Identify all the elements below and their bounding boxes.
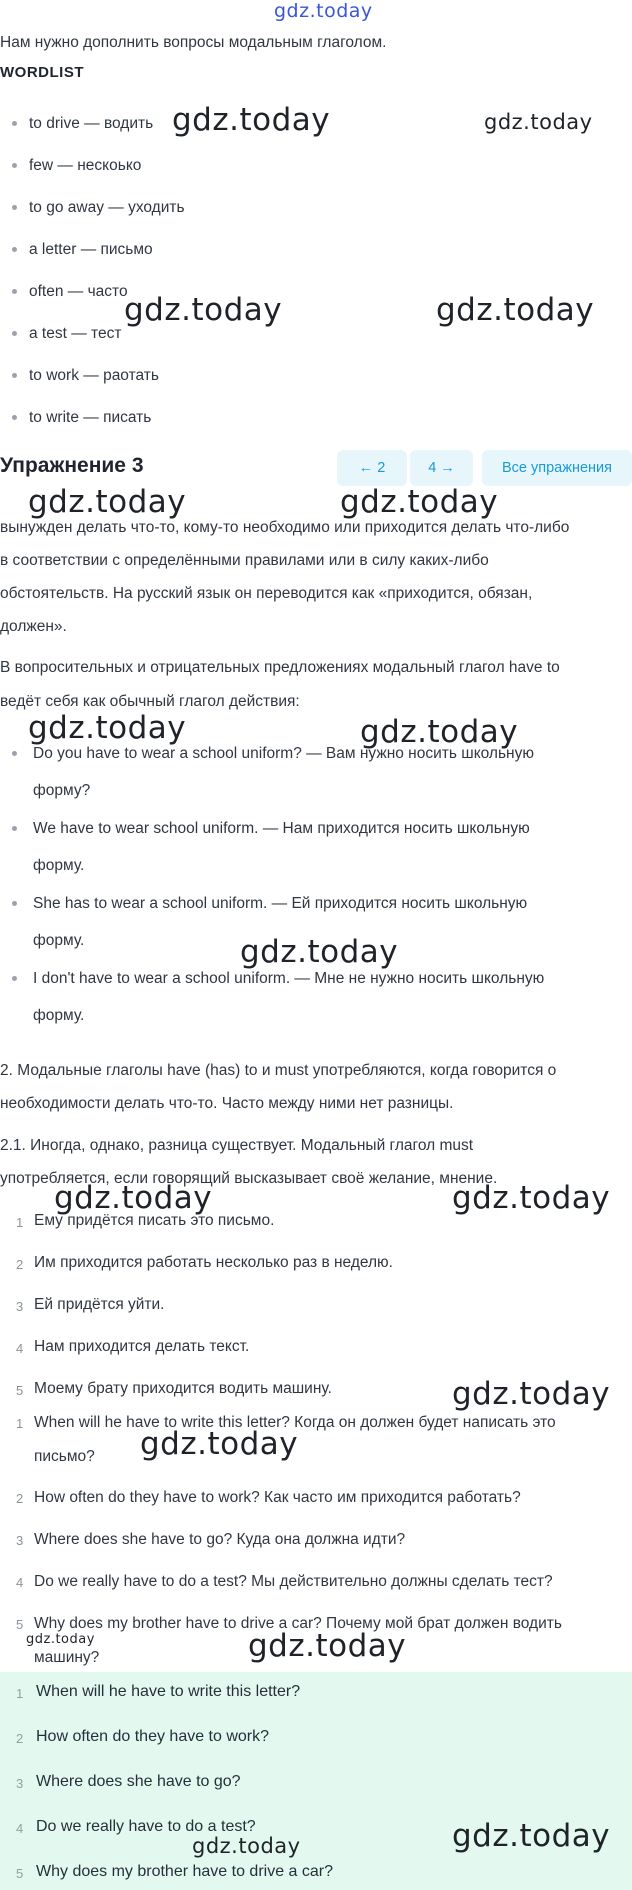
- next-exercise-button[interactable]: 4 →: [410, 450, 473, 486]
- bullet-icon: [12, 415, 17, 420]
- bullet-icon: [12, 976, 17, 981]
- bullet-icon: [12, 373, 17, 378]
- translation-item: Им приходится работать несколько раз в неделю.: [34, 1254, 393, 1271]
- watermark: gdz.today: [452, 1180, 611, 1216]
- theory-line: обстоятельств. На русский язык он переводится как «приходится, обязан,: [0, 585, 533, 602]
- watermark: gdz.today: [452, 1376, 611, 1412]
- theory-line: вынужден делать что-то, кому-то необходимо или приходится делать что-либо: [0, 519, 570, 536]
- bullet-icon: [12, 163, 17, 168]
- all-exercises-button[interactable]: Все упражнения: [482, 450, 632, 486]
- list-number: 2: [16, 1257, 24, 1272]
- watermark: gdz.today: [54, 1180, 213, 1216]
- list-number: 2: [16, 1731, 24, 1746]
- watermark: gdz.today: [28, 484, 187, 520]
- list-number: 5: [16, 1866, 24, 1881]
- watermark: gdz.today: [360, 714, 519, 750]
- bullet-icon: [12, 331, 17, 336]
- answer-item: Do we really have to do a test?: [36, 1818, 256, 1835]
- watermark: gdz.today: [124, 292, 283, 328]
- theory-line: 2.1. Иногда, однако, разница существует. Модальный глагол must: [0, 1137, 474, 1154]
- intro-text: Нам нужно дополнить вопросы модальным глаголом.: [0, 34, 387, 51]
- theory-line: ведёт себя как обычный глагол действия:: [0, 693, 300, 710]
- answer-item: How often do they have to work?: [36, 1728, 270, 1745]
- theory-line: необходимости делать что-то. Часто между ними нет разницы.: [0, 1095, 454, 1112]
- answer-item: When will he have to write this letter?: [36, 1683, 301, 1700]
- translation-item: Ей придётся уйти.: [34, 1296, 165, 1313]
- list-number: 5: [16, 1383, 24, 1398]
- example-item: Do you have to wear a school uniform? — Вам нужно носить школьную форму?: [12, 735, 612, 809]
- answer-box: [0, 1672, 632, 1890]
- explained-item: Why does my brother have to drive a car? Почему мой брат должен водить машину?: [34, 1615, 562, 1666]
- answer-item: Why does my brother have to drive a car?: [36, 1863, 334, 1880]
- explained-item: How often do they have to work? Как часто им приходится работать?: [34, 1489, 521, 1506]
- theory-line: в соответствии с определёнными правилами или в силу каких-либо: [0, 552, 489, 569]
- example-item: We have to wear school uniform. — Нам приходится носить школьную форму.: [12, 810, 612, 884]
- list-number: 5: [16, 1617, 24, 1632]
- translation-item: Ему придётся писать это письмо.: [34, 1212, 275, 1229]
- watermark: gdz.today: [28, 710, 187, 746]
- wordlist-item: few — нескоько: [12, 157, 141, 175]
- translation-item: Моему брату приходится водить машину.: [34, 1380, 332, 1397]
- wordlist-title: WORDLIST: [0, 64, 84, 81]
- watermark: gdz.today: [192, 1834, 301, 1858]
- bullet-icon: [12, 247, 17, 252]
- prev-exercise-button[interactable]: ← 2: [337, 450, 407, 486]
- list-number: 1: [16, 1215, 24, 1230]
- watermark-top: gdz.today: [274, 0, 373, 22]
- wordlist-item: to drive — водить: [12, 115, 153, 133]
- list-number: 1: [16, 1686, 24, 1701]
- bullet-icon: [12, 901, 17, 906]
- watermark: gdz.today: [26, 1632, 95, 1647]
- bullet-icon: [12, 121, 17, 126]
- watermark: gdz.today: [340, 484, 499, 520]
- theory-line: В вопросительных и отрицательных предложениях модальный глагол have to: [0, 659, 560, 676]
- list-number: 4: [16, 1575, 24, 1590]
- example-item: I don't have to wear a school uniform. — Мне не нужно носить школьную форму.: [12, 960, 612, 1034]
- list-number: 3: [16, 1299, 24, 1314]
- bullet-icon: [12, 289, 17, 294]
- list-number: 3: [16, 1776, 24, 1791]
- example-item: She has to wear a school uniform. — Ей приходится носить школьную форму.: [12, 885, 612, 959]
- bullet-icon: [12, 826, 17, 831]
- wordlist-item: to go away — уходить: [12, 199, 185, 217]
- watermark: gdz.today: [240, 934, 399, 970]
- watermark: gdz.today: [484, 110, 593, 134]
- exercise-title: Упражнение 3: [0, 454, 144, 477]
- watermark: gdz.today: [436, 292, 595, 328]
- wordlist-item: a letter — письмо: [12, 241, 153, 259]
- translation-item: Нам приходится делать текст.: [34, 1338, 250, 1355]
- explained-item: Where does she have to go? Куда она должна идти?: [34, 1531, 406, 1548]
- list-number: 2: [16, 1491, 24, 1506]
- watermark: gdz.today: [452, 1818, 611, 1854]
- wordlist-item: to work — раотать: [12, 367, 159, 385]
- theory-line: должен».: [0, 618, 67, 635]
- theory-line: 2. Модальные глаголы have (has) to и must употребляются, когда говорится о: [0, 1062, 557, 1079]
- watermark: gdz.today: [172, 102, 331, 138]
- list-number: 3: [16, 1533, 24, 1548]
- wordlist-item: often — часто: [12, 283, 128, 301]
- explained-item: When will he have to write this letter? Когда он должен будет написать это письмо?: [34, 1414, 556, 1465]
- watermark: gdz.today: [140, 1426, 299, 1462]
- list-number: 1: [16, 1416, 24, 1431]
- wordlist-item: a test — тест: [12, 325, 121, 343]
- bullet-icon: [12, 751, 17, 756]
- list-number: 4: [16, 1821, 24, 1836]
- bullet-icon: [12, 205, 17, 210]
- answer-item: Where does she have to go?: [36, 1773, 241, 1790]
- watermark: gdz.today: [248, 1628, 407, 1664]
- explained-item: Do we really have to do a test? Мы действительно должны сделать тест?: [34, 1573, 553, 1590]
- list-number: 4: [16, 1341, 24, 1356]
- wordlist-item: to write — писать: [12, 409, 151, 427]
- theory-line: употребляется, если говорящий высказывает своё желание, мнение.: [0, 1170, 498, 1187]
